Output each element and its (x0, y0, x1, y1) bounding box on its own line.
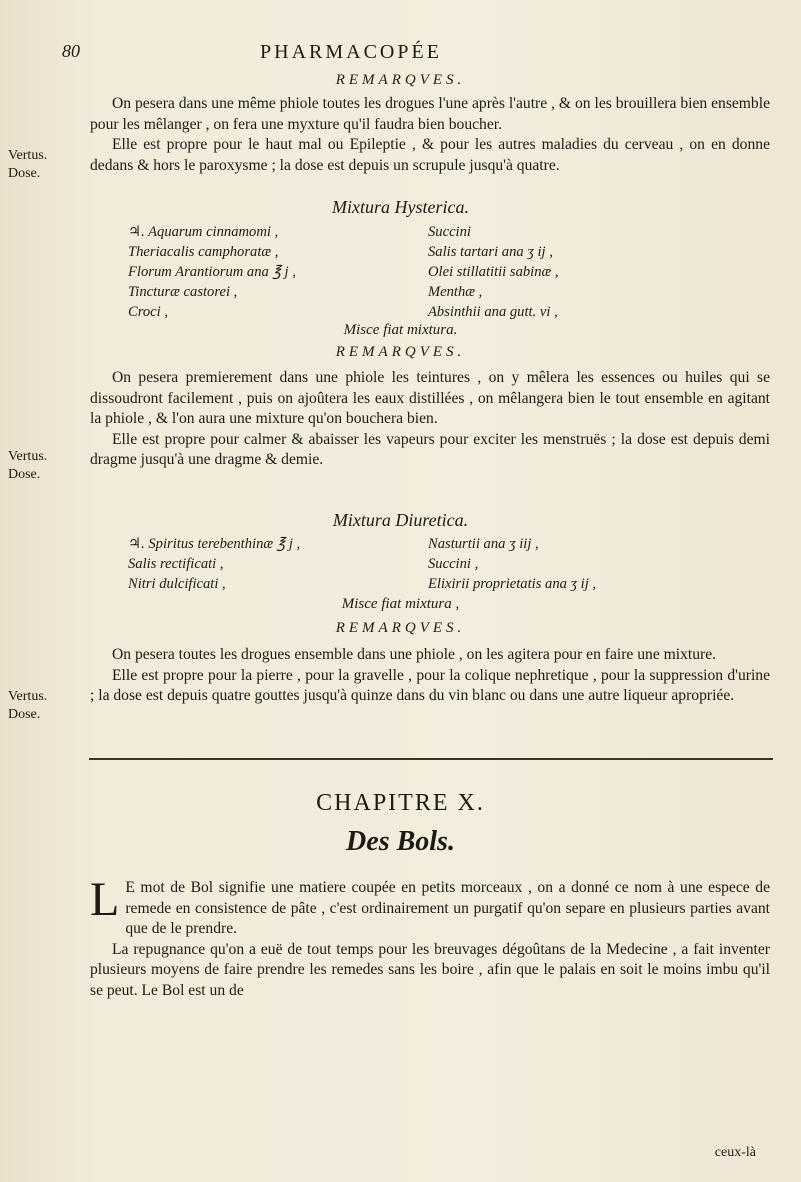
recipe-title-diuretica: Mixtura Diuretica. (332, 510, 469, 530)
ingredient: Absinthii ana gutt. vi , (428, 304, 558, 320)
remarques-heading-2: REMARQVES. (335, 344, 466, 360)
paragraph (90, 873, 770, 940)
ingredient: Nitri dulcificati , (128, 576, 226, 592)
chapter-body (90, 873, 770, 1001)
running-head: PHARMACOPÉE (260, 41, 442, 63)
ingredient: Florum Arantiorum ana ℥ j , (128, 264, 296, 280)
chapter-title: CHAPITRE X. (316, 790, 485, 816)
margin-note-dose: Dose. (8, 467, 41, 482)
ingredient: Succini , (428, 556, 479, 572)
margin-note-vertus: Vertus. (8, 148, 48, 163)
misce-hysterica: Misce fiat mixtura. (343, 322, 458, 338)
recipe-diuretica (128, 534, 688, 594)
remarques-heading-3: REMARQVES. (335, 620, 466, 636)
page-number: 80 (62, 41, 80, 61)
ingredient: Tincturæ castorei , (128, 284, 238, 300)
ingredient: Succini (428, 224, 471, 240)
paragraph-block-3 (90, 645, 770, 707)
ingredient: Theriacalis camphoratæ , (128, 244, 279, 260)
ingredient: Menthæ , (428, 284, 483, 300)
catchword: ceux-là (714, 1145, 756, 1160)
margin-note-vertus: Vertus. (8, 689, 48, 704)
recipe-title-hysterica: Mixtura Hysterica. (332, 197, 469, 217)
ingredient: Nasturtii ana ʒ iij , (428, 536, 539, 552)
margin-note-dose: Dose. (8, 166, 41, 181)
margin-note-vertus: Vertus. (8, 449, 48, 464)
paragraph-block-2 (90, 368, 770, 471)
ingredient: Croci , (128, 304, 168, 320)
ingredient: Salis rectificati , (128, 556, 224, 572)
margin-note-dose: Dose. (8, 707, 41, 722)
paragraph: Elle est propre pour la pierre , pour la gravelle , pour la colique nephretique , pour la suppression d'urine ; la dose est depuis quatre gouttes jusqu'à quinze dans du vin blanc ou dans une autre liqueur apropriée. (90, 666, 770, 704)
paragraph: On pesera premierement dans une phiole les teintures , on y mêlera les essences ou huiles qui se dissoudront facilement , puis on ajoûtera les eaux distillées , on mêlangera bien le tout ensemble en agitant la phiole , & l'on aura une mixture qu'on bouchera bien. (90, 369, 770, 427)
chapter-subtitle: Des Bols. (346, 826, 455, 857)
section-rule (89, 758, 773, 760)
misce-diuretica: Misce fiat mixtura , (341, 596, 460, 612)
ingredient: ♃. Aquarum cinnamomi , (128, 224, 279, 240)
drop-cap: L (90, 873, 120, 926)
paragraph: Elle est propre pour calmer & abaisser les vapeurs pour exciter les menstruës ; la dose est depuis demi dragme jusqu'à une dragme & demie. (90, 430, 770, 468)
ingredient: Elixirii proprietatis ana ʒ ij , (428, 576, 597, 592)
paragraph-block-1 (90, 94, 770, 176)
paragraph: On pesera dans une même phiole toutes les drogues l'une après l'autre , & on les brouillera bien ensemble pour les mêlanger , on fera une myxture qu'il faudra bien boucher. (90, 95, 770, 133)
paragraph: Elle est propre pour le haut mal ou Epileptie , & pour les autres maladies du cerveau , on en donne dedans & hors le paroxysme ; la dose est depuis un scrupule jusqu'à quatre. (90, 136, 770, 174)
paragraph: La repugnance qu'on a euë de tout temps pour les breuvages dégoûtans de la Medecine , a fait inventer plusieurs moyens de faire prendre les remedes sans les boire , afin que le palais en soit le moins imbu qu'il se peut. Le Bol est un de (90, 940, 770, 999)
remarques-heading-1: REMARQVES. (335, 72, 466, 88)
ingredient: ♃. Spiritus terebenthinæ ℥ j , (128, 536, 301, 552)
paragraph: On pesera toutes les drogues ensemble dans une phiole , on les agitera pour en faire une mixture. (112, 646, 717, 663)
paragraph-text: E mot de Bol signifie une matiere coupée en petits morceaux , on a donné ce nom à une espece de remede en consistence de pâte , c'est ordinairement un purgatif qu'on separe en plusieurs parties avant que de le prendre. (125, 879, 770, 937)
recipe-hysterica (128, 222, 688, 322)
ingredient: Olei stillatitii sabinæ , (428, 264, 559, 280)
ingredient: Salis tartari ana ʒ ij , (428, 244, 553, 260)
